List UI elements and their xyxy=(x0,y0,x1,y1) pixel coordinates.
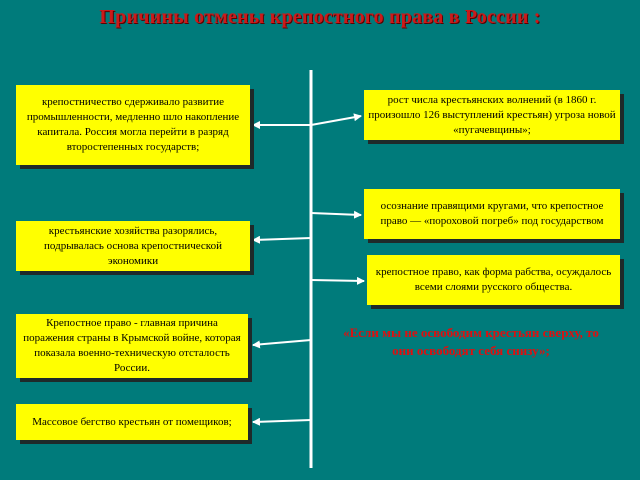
arrow-left-3 xyxy=(253,340,311,345)
arrow-left-4 xyxy=(253,420,311,422)
arrow-right-3 xyxy=(311,280,364,281)
cause-text: осознание правящими кругами, что крепостное право — «пороховой погреб» под государством xyxy=(380,200,604,227)
cause-text: крепостничество сдерживало развитие промышленности, медленно шло накопление капитала. Россия могла перейти в разряд второстепенных государств; xyxy=(26,96,240,153)
page-title: Причины отмены крепостного права в России : xyxy=(99,6,541,28)
cause-text: крепостное право, как форма рабства, осуждалось всеми слоями русского общества. xyxy=(375,266,612,293)
cause-text: рост числа крестьянских волнений (в 1860 г. произошло 126 выступлений крестьян) угроза новой «пугачевщины»; xyxy=(368,93,616,136)
arrow-left-2 xyxy=(253,238,311,240)
cause-box-right-2 xyxy=(364,189,620,239)
cause-box-left-3 xyxy=(16,314,248,378)
cause-text: крестьянские хозяйства разорялись, подрывалась основа крепостнической экономики xyxy=(44,224,222,267)
arrow-right-2 xyxy=(311,213,361,215)
arrow-right-1 xyxy=(311,116,361,125)
quote-text: «Если мы не освободим крестьян сверху, то они освободят себя снизу»; xyxy=(343,325,599,358)
cause-box-right-1 xyxy=(364,90,620,140)
cause-box-left-4 xyxy=(16,404,248,440)
cause-box-left-2 xyxy=(16,221,250,271)
cause-text: Массовое бегство крестьян от помещиков; xyxy=(32,415,232,428)
cause-text: Крепостное право - главная причина поражения страны в Крымской войне, которая показала военно-техническую отсталость России. xyxy=(23,317,241,374)
cause-box-right-3 xyxy=(367,255,620,305)
cause-box-left-1 xyxy=(16,85,250,165)
